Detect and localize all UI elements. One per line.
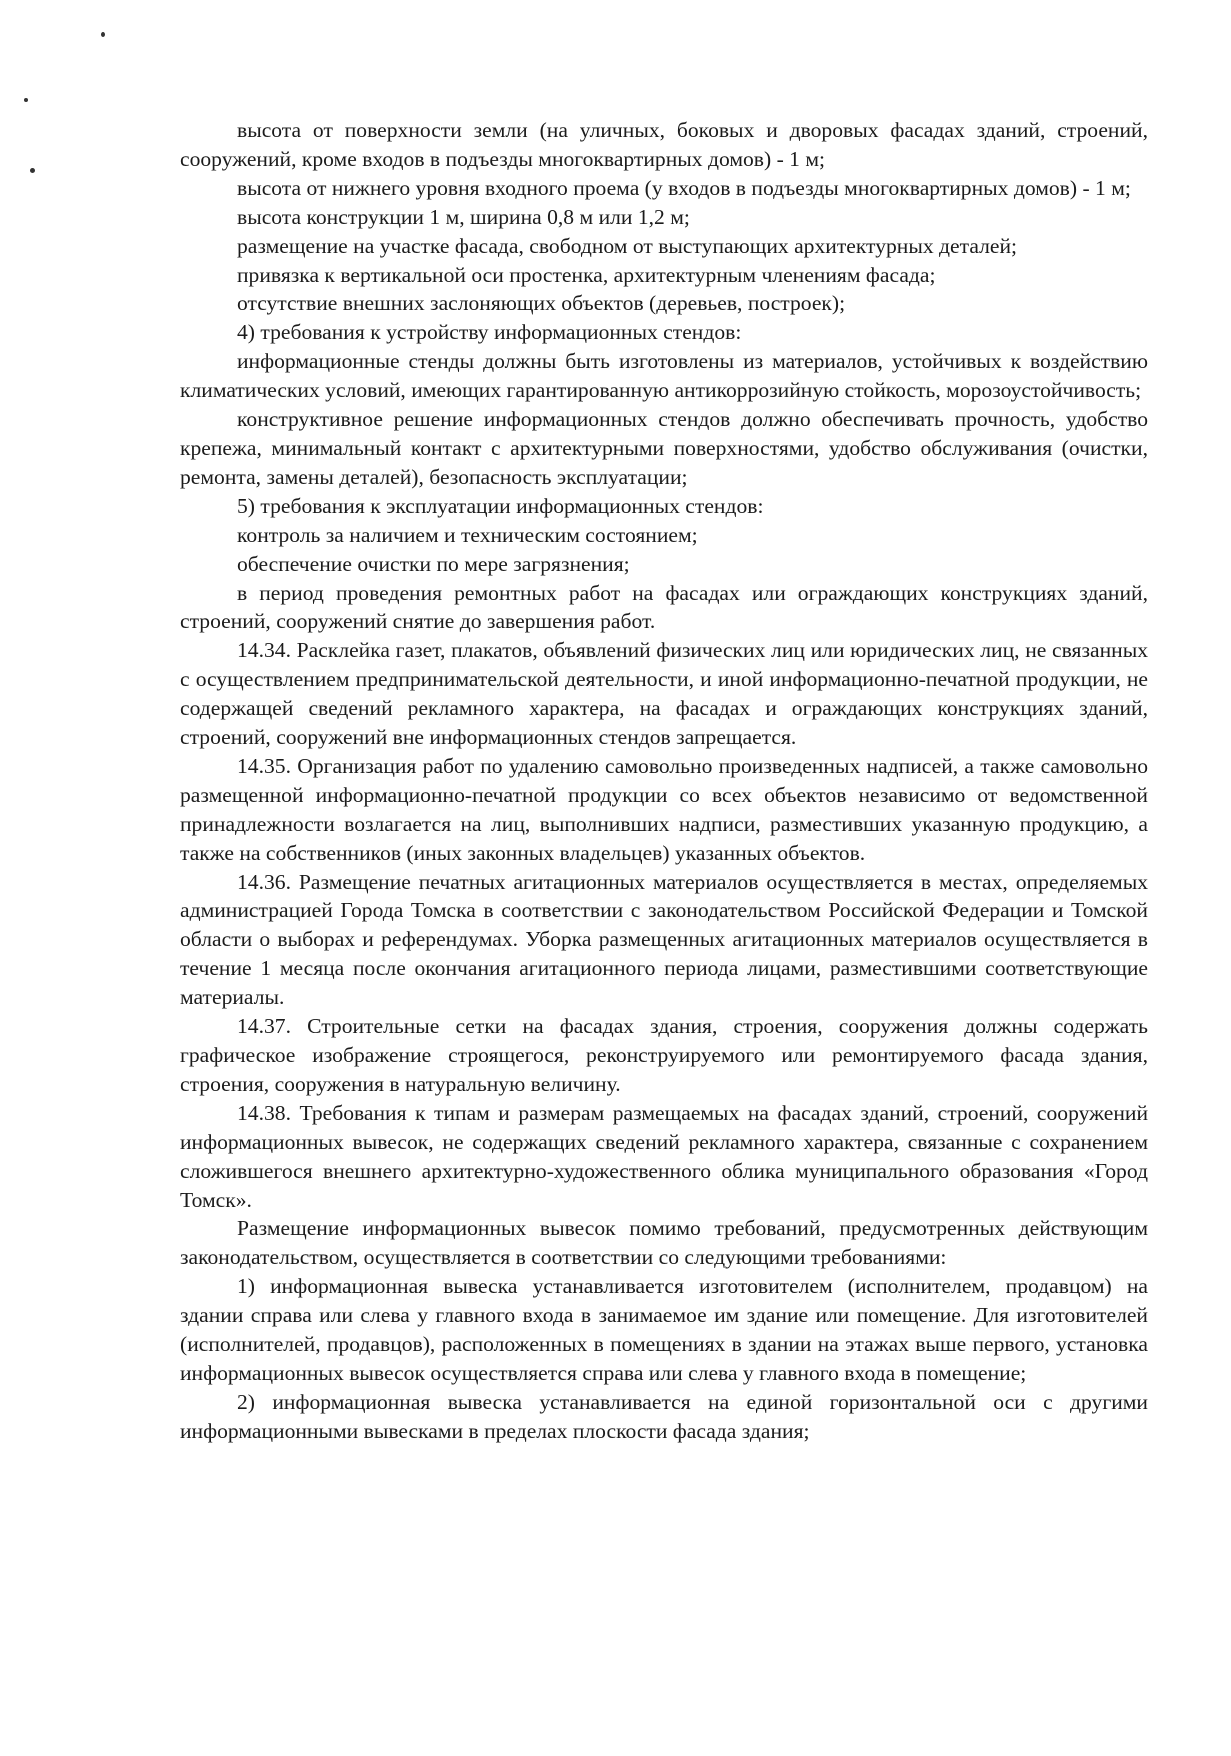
scan-speck: [30, 168, 35, 173]
paragraph: отсутствие внешних заслоняющих объектов (деревьев, построек);: [237, 291, 846, 316]
paragraph: 14.38. Требования к типам и размерам размещаемых на фасадах зданий, строений, сооружений информационных вывесок, не содержащих сведений рекламного характера, связанные с сохранением сложившегося внешнего архитектурно-художественного облика муниципального образования «Город Томск».: [180, 1100, 1148, 1212]
paragraph: 14.36. Размещение печатных агитационных материалов осуществляется в местах, определяемых администрацией Города Томска в соответствии с законодательством Российской Федерации и Томской области о выборах и референдумах. Уборка размещенных агитационных материалов осуществляется в течение 1 месяца после окончания агитационного периода лицами, разместившими соответствующие материалы.: [180, 869, 1148, 1010]
paragraph: в период проведения ремонтных работ на фасадах или ограждающих конструкциях зданий, строений, сооружений снятие до завершения работ.: [180, 580, 1148, 634]
paragraph: информационные стенды должны быть изготовлены из материалов, устойчивых к воздействию климатических условий, имеющих гарантированную антикоррозийную стойкость, морозоустойчивость;: [180, 349, 1148, 403]
paragraph: Размещение информационных вывесок помимо требований, предусмотренных действующим законодательством, осуществляется в соответствии со следующими требованиями:: [180, 1216, 1148, 1270]
paragraph: контроль за наличием и техническим состоянием;: [237, 522, 698, 547]
scan-speck: [24, 98, 28, 102]
paragraph: 1) информационная вывеска устанавливается изготовителем (исполнителем, продавцом) на здании справа или слева у главного входа в занимаемое им здание или помещение. Для изготовителей (исполнителей, продавцов), расположенных в помещениях в здании на этажах выше первого, установка информационных вывесок осуществляется справа или слева у главного входа в помещение;: [180, 1274, 1148, 1385]
scan-speck: [101, 32, 105, 37]
paragraph: высота от нижнего уровня входного проема (у входов в подъезды многоквартирных домов) - 1 м;: [237, 175, 1131, 200]
paragraph: обеспечение очистки по мере загрязнения;: [237, 551, 630, 576]
paragraph: 2) информационная вывеска устанавливается на единой горизонтальной оси с другими информационными вывесками в пределах плоскости фасада здания;: [180, 1389, 1148, 1443]
paragraph: 14.37. Строительные сетки на фасадах здания, строения, сооружения должны содержать графическое изображение строящегося, реконструируемого или ремонтируемого фасада здания, строения, сооружения в натуральную величину.: [180, 1014, 1148, 1096]
paragraph: привязка к вертикальной оси простенка, архитектурным членениям фасада;: [237, 262, 936, 287]
paragraph: 14.34. Расклейка газет, плакатов, объявлений физических лиц или юридических лиц, не связанных с осуществлением предпринимательской деятельности, и иной информационно-печатной продукции, не содержащей сведений рекламного характера, на фасадах и ограждающих конструкциях зданий, строений, сооружений вне информационных стендов запрещается.: [180, 638, 1148, 750]
paragraph: 4) требования к устройству информационных стендов:: [237, 320, 742, 345]
paragraph: конструктивное решение информационных стендов должно обеспечивать прочность, удобство крепежа, минимальный контакт с архитектурными поверхностями, удобство обслуживания (очистки, ремонта, замены деталей), безопасность эксплуатации;: [180, 407, 1148, 489]
paragraph: высота конструкции 1 м, ширина 0,8 м или 1,2 м;: [237, 204, 690, 229]
paragraph: высота от поверхности земли (на уличных, боковых и дворовых фасадах зданий, строений, сооружений, кроме входов в подъезды многоквартирных домов) - 1 м;: [180, 118, 1148, 171]
paragraph: 14.35. Организация работ по удалению самовольно произведенных надписей, а также самовольно размещенной информационно-печатной продукции со всех объектов независимо от ведомственной принадлежности возлагается на лиц, выполнивших надписи, разместивших указанную продукцию, а также на собственников (иных законных владельцев) указанных объектов.: [180, 753, 1148, 865]
paragraph: размещение на участке фасада, свободном от выступающих архитектурных деталей;: [237, 233, 1018, 258]
document-page: [180, 116, 1148, 1446]
paragraph: 5) требования к эксплуатации информационных стендов:: [237, 493, 764, 518]
